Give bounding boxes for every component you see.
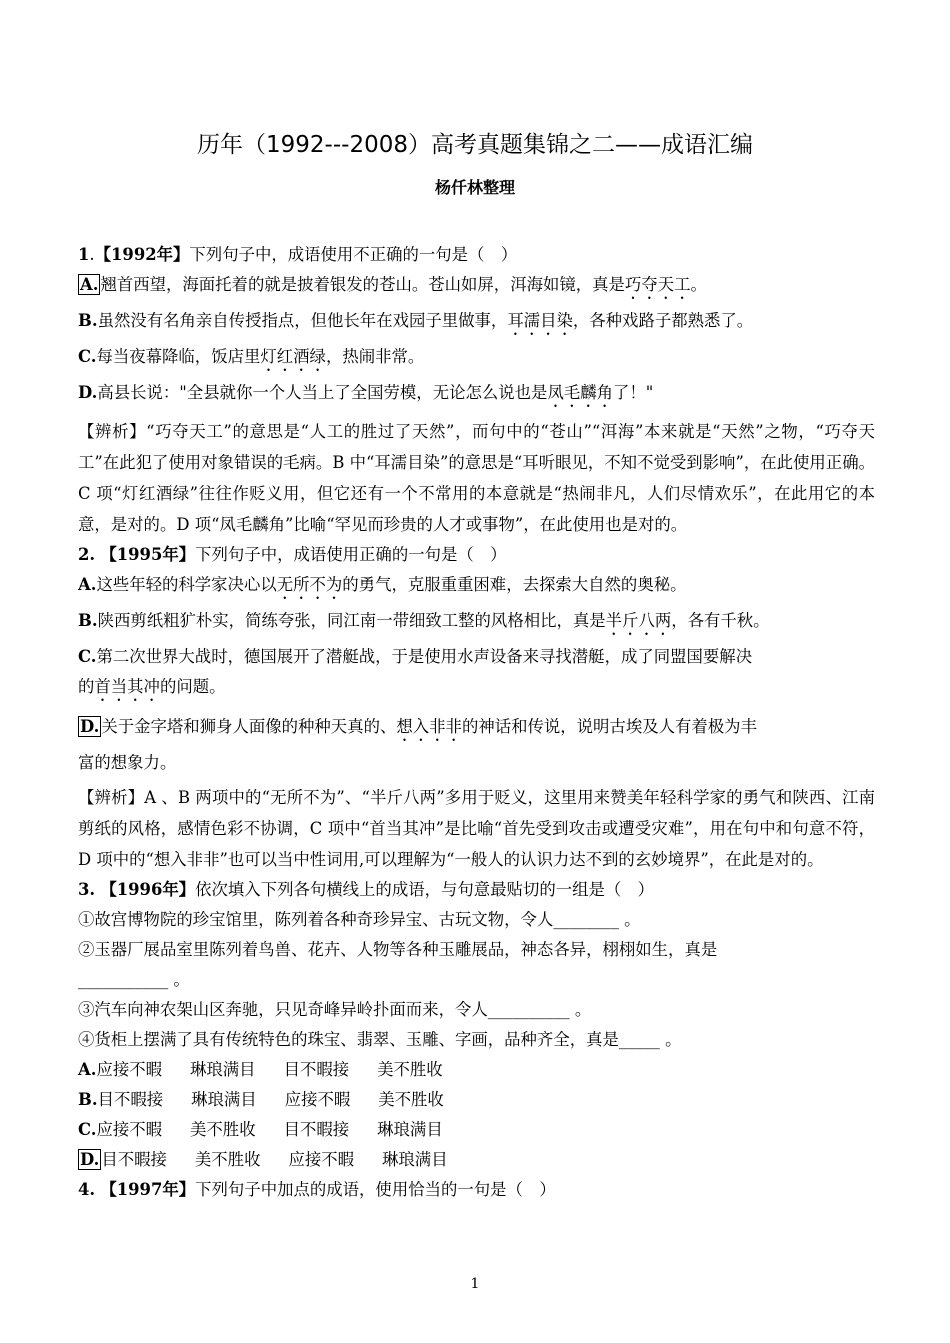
dotted-idiom: 想入非非 — [396, 717, 462, 736]
dotted-idiom: 灯红酒绿 — [260, 347, 326, 366]
page-title: 历年（1992---2008）高考真题集锦之二——成语汇编 — [197, 132, 753, 158]
q3-option-d: D. 目不暇接 美不胜收 应接不暇 琳琅满目 — [80, 1150, 448, 1169]
q1-option-a: A. 翘首西望，海面托着的就是披着银发的苍山。苍山如屏，洱海如镜，真是巧夺天工。 — [80, 275, 707, 294]
dotted-idiom: 半斤八两 — [605, 611, 672, 630]
q3-sentence-2-cont: ___________ 。 — [78, 970, 190, 989]
q1-option-d: D.高县长说："全县就你一个人当上了全国劳模，无论怎么说也是凤毛麟角了！" — [78, 383, 654, 402]
q4-stem: 4. 【1997年】下列句子中加点的成语，使用恰当的一句是（ ） — [78, 1180, 556, 1199]
q1-option-b: B.虽然没有名角亲自传授指点，但他长年在戏园子里做事，耳濡目染，各种戏路子都熟悉了。 — [78, 311, 754, 330]
dotted-idiom: 巧夺天工 — [624, 275, 691, 294]
q2-stem: 2. 【1995年】下列句子中，成语使用正确的一句是（ ） — [78, 545, 507, 564]
q1-year: 【1992年】 — [94, 245, 190, 264]
dotted-idiom: 耳濡目染 — [507, 311, 573, 330]
q2-analysis: 【辨析】A 、B 两项中的“无所不为”、“半斤八两”多用于贬义，这里用来赞美年轻科学家的勇气和陕西、江南剪纸的风格，感情色彩不协调，C 项中“首当其冲”是比喻“首先受到攻击或遭受灾难”，用在句中和句意不符，D 项中的“想入非非”也可以当中性词用,可以理解为“一般人的认识力达不到的玄妙境界”，在此是对的。 — [78, 788, 875, 869]
q2-option-a: A.这些年轻的科学家决心以无所不为的勇气，克服重重困难，去探索大自然的奥秘。 — [78, 575, 687, 594]
q3-stem: 3. 【1996年】依次填入下列各句横线上的成语，与句意最贴切的一组是（ ） — [78, 880, 655, 899]
q3-sentence-4: ④货柜上摆满了具有传统特色的珠宝、翡翠、玉雕、字画，品种齐全，真是_____ 。 — [78, 1030, 682, 1049]
q1-stem: 1.【1992年】下列句子中，成语使用不正确的一句是（ ） — [78, 245, 518, 264]
q2-option-d: D. 关于金字塔和狮身人面像的种种天真的、想入非非的神话和传说，说明古埃及人有着极为丰 — [80, 717, 757, 736]
page-number: 1 — [470, 1276, 480, 1292]
q1-number: 1 — [78, 245, 90, 264]
document-body — [78, 240, 875, 1205]
q3-option-a: A.应接不暇 琳琅满目 目不暇接 美不胜收 — [78, 1060, 443, 1079]
q2-option-d-cont: 富的想象力。 — [78, 753, 177, 772]
q3-sentence-3: ③汽车向神农架山区奔驰，只见奇峰异岭扑面而来，令人__________ 。 — [78, 1000, 592, 1019]
q3-option-b: B.目不暇接 琳琅满目 应接不暇 美不胜收 — [78, 1090, 444, 1109]
q2-option-c: C.第二次世界大战时，德国展开了潜艇战，于是使用水声设备来寻找潜艇，成了同盟国要解决 — [78, 647, 753, 666]
q3-sentence-1: ①故宫博物院的珍宝馆里，陈列着各种奇珍异宝、古玩文物，令人________ 。 — [78, 910, 641, 929]
answer-box-d: D. — [80, 717, 100, 736]
dotted-idiom: 首当其冲 — [94, 677, 160, 696]
q1-stem-text: 下列句子中，成语使用不正确的一句是（ ） — [189, 245, 518, 264]
q2-option-c-cont: 的首当其冲的问题。 — [78, 677, 226, 696]
answer-box-d: D. — [80, 1150, 100, 1169]
q3-option-c: C.应接不暇 美不胜收 目不暇接 琳琅满目 — [78, 1120, 443, 1139]
q1-analysis: 【辨析】“巧夺天工”的意思是“人工的胜过了天然”，而句中的“苍山”“洱海”本来就是“天然”之物，“巧夺天工”在此犯了使用对象错误的毛病。B 中“耳濡目染”的意思是“耳听眼见，不知不觉受到影响”，在此使用正确。C 项“灯红酒绿”往往作贬义用，但它还有一个不常用的本意就是“热闹非凡，人们尽情欢乐”，在此用它的本意，是对的。D 项“凤毛麟角”比喻“罕见而珍贵的人才或事物”，在此使用也是对的。 — [78, 422, 875, 534]
dotted-idiom: 凤毛麟角 — [547, 383, 613, 402]
dotted-idiom: 无所不为 — [276, 575, 343, 594]
q2-option-b: B.陕西剪纸粗犷朴实，简练夸张，同江南一带细致工整的风格相比，真是半斤八两，各有千秋。 — [78, 611, 770, 630]
q3-sentence-2: ②玉器厂展品室里陈列着鸟兽、花卉、人物等各种玉雕展品，神态各异，栩栩如生，真是 — [78, 940, 718, 959]
q1-option-c: C.每当夜幕降临，饭店里灯红酒绿，热闹非常。 — [78, 347, 425, 366]
author-line: 杨仟林整理 — [434, 178, 515, 197]
answer-box-a: A. — [80, 275, 99, 294]
